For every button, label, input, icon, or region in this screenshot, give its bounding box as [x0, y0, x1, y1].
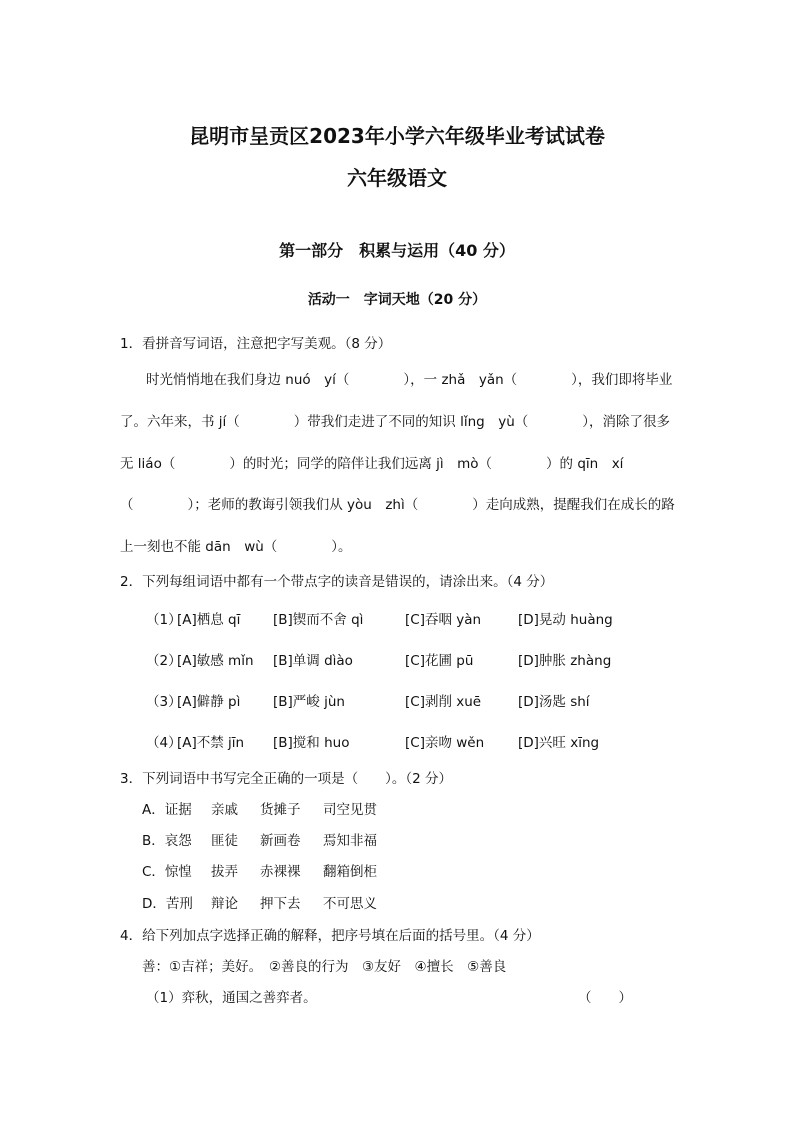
option-c[interactable]: [C]吞咽 yàn	[405, 612, 482, 628]
option-word: 货摊子	[260, 802, 301, 818]
row-number: （2）	[146, 653, 182, 669]
exam-subtitle: 六年级语文	[347, 166, 447, 190]
option-word: 亲戚	[211, 802, 238, 818]
option-word: 拔弄	[211, 864, 238, 880]
option-label: D．苦刑	[142, 896, 193, 912]
question-4-item: （1）弈秋，通国之善弈者。	[146, 990, 317, 1006]
option-c[interactable]: [C]剥削 xuē	[405, 694, 482, 710]
question-4-meanings: 善：①吉祥；美好。 ②善良的行为 ③友好 ④擅长 ⑤善良	[142, 959, 507, 975]
option-word: 焉知非福	[323, 833, 377, 849]
activity-heading: 活动一 字词天地（20 分）	[307, 292, 487, 308]
option-word: 匪徒	[211, 833, 238, 849]
option-b[interactable]: [B]搅和 huo	[273, 735, 350, 751]
question-1-stem: 1．看拼音写词语，注意把字写美观。（8 分）	[120, 336, 392, 352]
option-word: 新画卷	[260, 833, 301, 849]
row-number: （4）	[146, 735, 182, 751]
option-c[interactable]: [C]花圃 pū	[405, 653, 474, 669]
option-word: 司空见贯	[323, 802, 377, 818]
option-d[interactable]: [D]汤匙 shí	[518, 694, 590, 710]
option-word: 翻箱倒柜	[323, 864, 377, 880]
option-a[interactable]: [A]不禁 jīn	[177, 735, 245, 751]
option-d[interactable]: [D]肿胀 zhàng	[518, 653, 612, 669]
section-heading: 第一部分 积累与运用（40 分）	[279, 241, 515, 260]
option-a[interactable]: [A]僻静 pì	[177, 694, 241, 710]
option-label: C．惊惶	[142, 864, 192, 880]
option-word: 押下去	[260, 896, 301, 912]
question-2-stem: 2．下列每组词语中都有一个带点字的读音是错误的，请涂出来。（4 分）	[120, 574, 554, 590]
question-1-line: （ ）；老师的教诲引领我们从 yòu zhì（ ）走向成熟，提醒我们在成长的路	[120, 497, 675, 513]
option-d[interactable]: [D]晃动 huàng	[518, 612, 613, 628]
option-word: 赤裸裸	[260, 864, 301, 880]
answer-blank[interactable]: （ ）	[578, 990, 632, 1006]
row-number: （1）	[146, 612, 182, 628]
option-label: A．证据	[142, 802, 192, 818]
option-c[interactable]: [C]亲吻 wěn	[405, 735, 485, 751]
row-number: （3）	[146, 694, 182, 710]
option-a[interactable]: [A]敏感 mǐn	[177, 653, 254, 669]
option-b[interactable]: [B]严峻 jùn	[273, 694, 345, 710]
option-b[interactable]: [B]单调 dìào	[273, 653, 353, 669]
question-1-line: 了。六年来，书 jí（ ）带我们走进了不同的知识 lǐng yù（ ），消除了很多	[120, 414, 671, 430]
option-d[interactable]: [D]兴旺 xīng	[518, 735, 600, 751]
exam-title: 昆明市呈贡区2023年小学六年级毕业考试试卷	[189, 124, 605, 148]
question-1-line: 无 liáo（ ）的时光；同学的陪伴让我们远离 jì mò（ ）的 qīn xí	[120, 456, 624, 472]
question-3-stem: 3．下列词语中书写完全正确的一项是（ ）。（2 分）	[120, 771, 452, 787]
option-word: 辩论	[211, 896, 238, 912]
question-1-line: 时光悄悄地在我们身边 nuó yí（ ），一 zhǎ yǎn（ ），我们即将毕业	[146, 372, 673, 388]
option-label: B．哀怨	[142, 833, 192, 849]
option-a[interactable]: [A]栖息 qī	[177, 612, 241, 628]
option-b[interactable]: [B]锲而不舍 qì	[273, 612, 364, 628]
question-1-line: 上一刻也不能 dān wù（ ）。	[120, 539, 352, 555]
question-4-stem: 4．给下列加点字选择正确的解释，把序号填在后面的括号里。（4 分）	[120, 928, 540, 944]
option-word: 不可思义	[323, 896, 377, 912]
